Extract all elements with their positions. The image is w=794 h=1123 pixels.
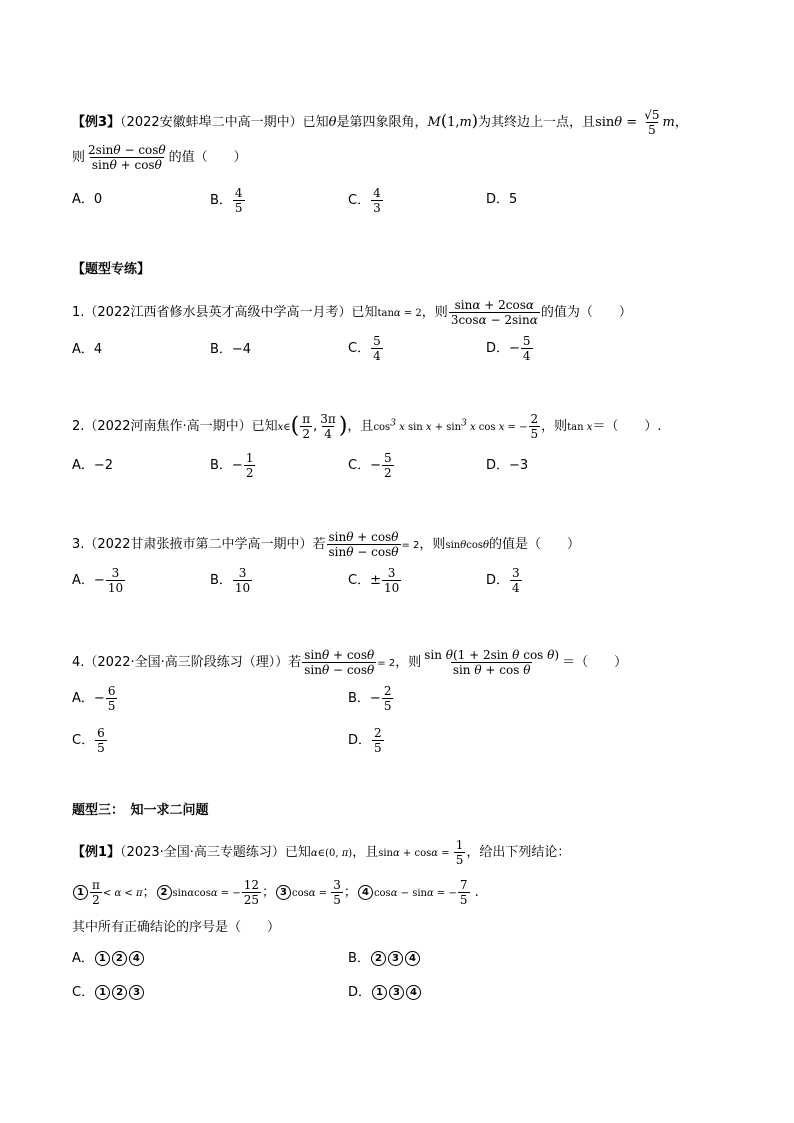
example-tag: 【例3】 bbox=[72, 115, 121, 130]
ex1-option-c[interactable]: C． 1 2 3 bbox=[72, 985, 145, 1001]
example-1-question: 其中所有正确结论的序号是（ ） bbox=[72, 920, 281, 935]
example-1-conclusions: 1 $\frac{\pi}{2}$ < α < π； 2 sinαcosα = − $\frac{12}{25}$ ； 3 cosα = $\frac{3}{5}$ ； 4 cosα − sinα = − $\frac{7}{5}$ . bbox=[72, 878, 479, 907]
example-3-line2: 则 $\frac{2\sin\theta - \cos\theta}{\sin\theta + \cos\theta}$ 的值（ ） bbox=[72, 143, 247, 172]
q4-option-b[interactable]: B．− $\frac{2}{5}$ bbox=[348, 684, 392, 713]
sqrt5-over-5: $\frac{√5}{5}$ bbox=[644, 108, 660, 137]
ex1-option-a[interactable]: A． 1 2 4 bbox=[72, 951, 145, 967]
example-1-line1: 【例1】（2023·全国·高三专题练习）已知α∈(0, π)，且sinα + cosα = $\frac{1}{5}$ ，给出下列结论： bbox=[72, 838, 571, 867]
expr-fraction: $\frac{2\sin\theta - \cos\theta}{\sin\theta + \cos\theta}$ bbox=[88, 143, 166, 172]
ex3-option-a[interactable]: A．0 bbox=[72, 192, 103, 207]
q2-option-d[interactable]: D．−3 bbox=[486, 458, 529, 473]
practice-title: 【题型专练】 bbox=[72, 262, 151, 277]
q3-option-b[interactable]: B． $\frac{3}{10}$ bbox=[210, 566, 251, 595]
text: 已知 bbox=[302, 115, 329, 130]
ex3-option-b[interactable]: B． $\frac{4}{5}$ bbox=[210, 186, 243, 215]
source: （2022安徽蚌埠二中高一期中） bbox=[120, 115, 303, 130]
q1-option-a[interactable]: A．4 bbox=[72, 342, 103, 357]
ex3-option-d[interactable]: D．5 bbox=[486, 192, 518, 207]
ex3-option-c[interactable]: C． $\frac{4}{3}$ bbox=[348, 186, 381, 215]
ex1-option-b[interactable]: B． 2 3 4 bbox=[348, 951, 421, 967]
q3-option-a[interactable]: A．− $\frac{3}{10}$ bbox=[72, 566, 124, 595]
ex1-option-d[interactable]: D． 1 3 4 bbox=[348, 985, 422, 1001]
q3-option-d[interactable]: D． $\frac{3}{4}$ bbox=[486, 566, 520, 595]
type3-title: 题型三： 知一求二问题 bbox=[72, 803, 209, 818]
q1-option-b[interactable]: B．−4 bbox=[210, 342, 252, 357]
question-1: 1.（2022江西省修水县英才高级中学高一月考）已知tanα = 2，则 $\frac{\sin\alpha + 2\cos\alpha}{3\cos\alpha - 2\sin\alpha}$ 的值为（ ） bbox=[72, 298, 632, 327]
q4-option-d[interactable]: D． $\frac{2}{5}$ bbox=[348, 726, 382, 755]
question-4: 4.（2022·全国·高三阶段练习（理））若 $\frac{\sin\theta + \cos\theta}{\sin\theta - \cos\theta}$ = 2，则 $\frac{\text{sin θ(1 + 2sin θ cos θ)}}{\text{sin θ + cos θ}}$ ＝（ ） bbox=[72, 648, 628, 677]
q2-option-a[interactable]: A．−2 bbox=[72, 458, 114, 473]
q4-option-c[interactable]: C． $\frac{6}{5}$ bbox=[72, 726, 105, 755]
example-3-line1: 【例3】（2022安徽蚌埠二中高一期中）已知θ是第四象限角，M(1,m)为其终边上一点，且sinθ = $\frac{√5}{5}$ m， bbox=[72, 108, 688, 137]
q4-option-a[interactable]: A．− $\frac{6}{5}$ bbox=[72, 684, 116, 713]
question-3: 3.（2022甘肃张掖市第二中学高一期中）若 $\frac{\sin\theta + \cos\theta}{\sin\theta - \cos\theta}$ = 2，则sinθcosθ的值是（ ） bbox=[72, 530, 581, 559]
q1-option-d[interactable]: D．− $\frac{5}{4}$ bbox=[486, 334, 531, 363]
question-2: 2.（2022河南焦作·高一期中）已知x∈( $\frac{\pi}{2}$ , $\frac{3\pi}{4}$ )，且$\cos^3 x$ $\sin x + \sin^3 x$ cos x = − $\frac{2}{5}$ ，则tan x＝（ ）. bbox=[72, 412, 662, 441]
q2-option-b[interactable]: B．− $\frac{1}{2}$ bbox=[210, 451, 254, 480]
q1-option-c[interactable]: C． $\frac{5}{4}$ bbox=[348, 334, 381, 363]
q2-option-c[interactable]: C．− $\frac{5}{2}$ bbox=[348, 451, 392, 480]
q3-option-c[interactable]: C．± $\frac{3}{10}$ bbox=[348, 566, 400, 595]
